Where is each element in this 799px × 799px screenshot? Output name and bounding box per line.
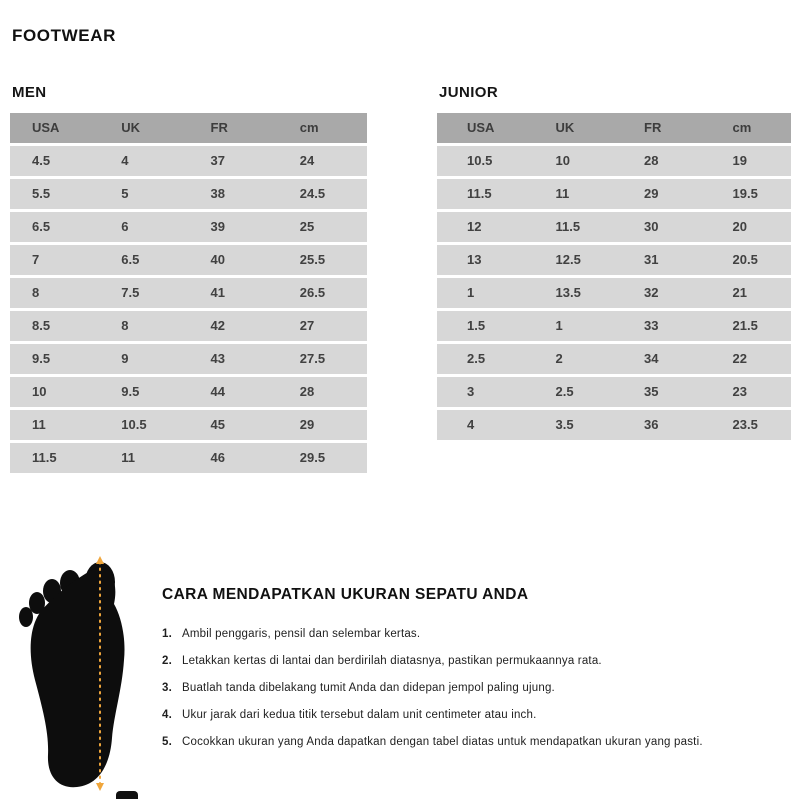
column-header: USA	[10, 113, 99, 143]
size-cell: 22	[703, 344, 792, 374]
column-header: FR	[189, 113, 278, 143]
size-tables-row	[10, 84, 791, 476]
table-row	[10, 245, 367, 275]
cropped-edge-artifact	[116, 791, 138, 799]
size-cell: 28	[614, 146, 703, 176]
size-cell: 11.5	[526, 212, 615, 242]
size-cell: 4.5	[10, 146, 99, 176]
guide-heading: CARA MENDAPATKAN UKURAN SEPATU ANDA	[162, 586, 529, 603]
size-cell: 10	[526, 146, 615, 176]
table-row	[437, 179, 791, 209]
size-cell: 6.5	[10, 212, 99, 242]
step-text: Ambil penggaris, pensil dan selembar kertas.	[182, 628, 421, 640]
size-cell: 8	[99, 311, 188, 341]
column-header: UK	[99, 113, 188, 143]
size-cell: 26.5	[278, 278, 367, 308]
size-cell: 25.5	[278, 245, 367, 275]
step-text: Ukur jarak dari kedua titik tersebut dalam unit centimeter atau inch.	[182, 709, 537, 721]
size-cell: 11	[99, 443, 188, 473]
size-cell: 36	[614, 410, 703, 440]
size-cell: 11.5	[10, 443, 99, 473]
table-row	[437, 344, 791, 374]
size-cell: 1	[526, 311, 615, 341]
instruction-step	[162, 682, 703, 694]
instruction-steps	[162, 628, 703, 763]
table-row	[10, 278, 367, 308]
size-cell: 9.5	[99, 377, 188, 407]
column-header: FR	[614, 113, 703, 143]
size-cell: 2.5	[526, 377, 615, 407]
size-cell: 19.5	[703, 179, 792, 209]
size-cell: 27.5	[278, 344, 367, 374]
junior-size-table	[437, 110, 791, 443]
table-row	[437, 410, 791, 440]
size-cell: 45	[189, 410, 278, 440]
size-cell: 20.5	[703, 245, 792, 275]
size-cell: 42	[189, 311, 278, 341]
size-cell: 6.5	[99, 245, 188, 275]
men-size-table-section	[10, 84, 367, 476]
table-row	[437, 311, 791, 341]
column-header: cm	[278, 113, 367, 143]
size-cell: 5.5	[10, 179, 99, 209]
instruction-step	[162, 736, 703, 748]
table-row	[437, 278, 791, 308]
size-cell: 1.5	[437, 311, 526, 341]
table-row	[10, 344, 367, 374]
men-size-table	[10, 110, 367, 476]
size-cell: 25	[278, 212, 367, 242]
size-cell: 29.5	[278, 443, 367, 473]
size-cell: 24.5	[278, 179, 367, 209]
measure-arrow-top	[96, 556, 104, 564]
size-cell: 7.5	[99, 278, 188, 308]
size-cell: 27	[278, 311, 367, 341]
size-cell: 13.5	[526, 278, 615, 308]
size-cell: 3	[437, 377, 526, 407]
size-cell: 19	[703, 146, 792, 176]
size-cell: 44	[189, 377, 278, 407]
page-title: FOOTWEAR	[12, 26, 116, 45]
size-cell: 37	[189, 146, 278, 176]
size-cell: 32	[614, 278, 703, 308]
step-number: 1.	[162, 628, 172, 640]
size-cell: 39	[189, 212, 278, 242]
step-text: Cocokkan ukuran yang Anda dapatkan dengan tabel diatas untuk mendapatkan ukuran yang pasti.	[182, 736, 703, 748]
foot-measurement-illustration	[14, 554, 146, 792]
size-cell: 10.5	[99, 410, 188, 440]
size-cell: 7	[10, 245, 99, 275]
instruction-step	[162, 655, 703, 667]
size-cell: 20	[703, 212, 792, 242]
size-cell: 8.5	[10, 311, 99, 341]
table-row	[10, 146, 367, 176]
size-cell: 29	[278, 410, 367, 440]
table-row	[437, 146, 791, 176]
table-row	[10, 377, 367, 407]
table-row	[10, 212, 367, 242]
size-cell: 1	[437, 278, 526, 308]
size-cell: 4	[99, 146, 188, 176]
size-cell: 33	[614, 311, 703, 341]
size-cell: 5	[99, 179, 188, 209]
size-cell: 30	[614, 212, 703, 242]
size-cell: 40	[189, 245, 278, 275]
size-cell: 11	[526, 179, 615, 209]
size-cell: 9	[99, 344, 188, 374]
measuring-guide-text	[162, 554, 703, 763]
size-cell: 10	[10, 377, 99, 407]
step-text: Letakkan kertas di lantai dan berdirilah diatasnya, pastikan permukaannya rata.	[182, 655, 602, 667]
table-row	[10, 410, 367, 440]
size-cell: 35	[614, 377, 703, 407]
size-cell: 31	[614, 245, 703, 275]
table-row	[10, 311, 367, 341]
size-cell: 23	[703, 377, 792, 407]
size-cell: 2	[526, 344, 615, 374]
junior-size-table-section	[437, 84, 791, 443]
size-cell: 9.5	[10, 344, 99, 374]
foot-silhouette-icon	[14, 554, 146, 792]
size-cell: 46	[189, 443, 278, 473]
size-cell: 24	[278, 146, 367, 176]
table-header-row	[437, 113, 791, 143]
size-cell: 29	[614, 179, 703, 209]
table-title-men: MEN	[12, 84, 47, 101]
table-title-junior: JUNIOR	[439, 84, 499, 101]
instruction-step	[162, 628, 703, 640]
size-cell: 21	[703, 278, 792, 308]
size-cell: 12	[437, 212, 526, 242]
size-cell: 21.5	[703, 311, 792, 341]
table-header-row	[10, 113, 367, 143]
table-row	[437, 245, 791, 275]
column-header: cm	[703, 113, 792, 143]
table-row	[437, 212, 791, 242]
size-cell: 28	[278, 377, 367, 407]
size-cell: 10.5	[437, 146, 526, 176]
size-cell: 34	[614, 344, 703, 374]
size-cell: 13	[437, 245, 526, 275]
size-cell: 23.5	[703, 410, 792, 440]
step-number: 5.	[162, 736, 172, 748]
size-cell: 11.5	[437, 179, 526, 209]
size-cell: 38	[189, 179, 278, 209]
size-cell: 2.5	[437, 344, 526, 374]
table-row	[10, 179, 367, 209]
size-cell: 8	[10, 278, 99, 308]
step-number: 4.	[162, 709, 172, 721]
step-number: 2.	[162, 655, 172, 667]
column-header: USA	[437, 113, 526, 143]
step-number: 3.	[162, 682, 172, 694]
table-row	[437, 377, 791, 407]
size-cell: 41	[189, 278, 278, 308]
size-cell: 12.5	[526, 245, 615, 275]
size-cell: 6	[99, 212, 188, 242]
measuring-guide-section	[10, 554, 791, 792]
table-row	[10, 443, 367, 473]
instruction-step	[162, 709, 703, 721]
column-header: UK	[526, 113, 615, 143]
measure-arrow-bottom	[96, 783, 104, 791]
step-text: Buatlah tanda dibelakang tumit Anda dan didepan jempol paling ujung.	[182, 682, 555, 694]
size-cell: 43	[189, 344, 278, 374]
size-cell: 4	[437, 410, 526, 440]
size-cell: 11	[10, 410, 99, 440]
size-cell: 3.5	[526, 410, 615, 440]
